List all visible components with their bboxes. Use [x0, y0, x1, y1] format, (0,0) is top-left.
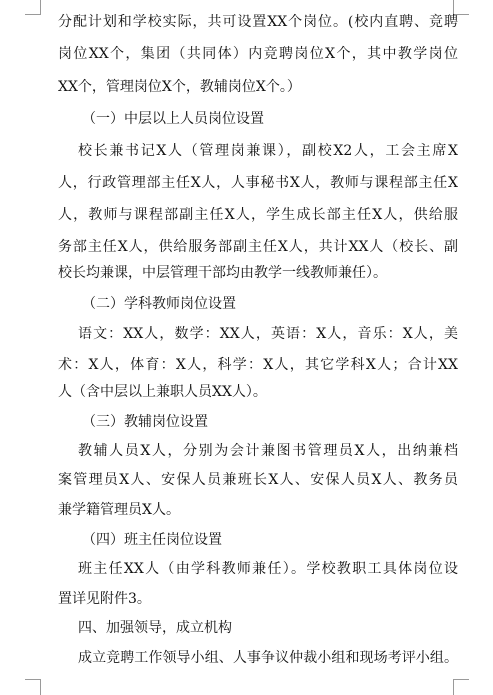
- body-text-line: 成立竞聘工作领导小组、人事争议仲裁小组和现场考评小组。: [78, 650, 458, 666]
- body-text-line: 班主任XX人（由学科教师兼任）。学校教职工具体岗位设: [78, 561, 458, 577]
- crop-mark-top-left-horizontal: [25, 14, 41, 15]
- body-text-line: 人，行政管理部主任X人，人事秘书X人，教师与课程部主任X: [58, 175, 458, 191]
- body-text-line: XX个，管理岗位X个，教辅岗位X个。）: [58, 79, 301, 95]
- body-text-line: 语文：XX人，数学：XX人，英语：X人，音乐：X人，美: [78, 326, 458, 342]
- body-text-line: 术：X人，体育：X人，科学：X人，其它学科X人；合计XX: [58, 357, 458, 373]
- body-text-line: 务部主任X人，供给服务部副主任X人，共计XX人（校长、副: [58, 239, 458, 255]
- section-heading: 四、加强领导，成立机构: [78, 620, 232, 636]
- crop-mark-bottom-left-horizontal: [25, 679, 41, 680]
- section-heading: （三）教辅岗位设置: [82, 414, 208, 430]
- crop-mark-bottom-right-horizontal: [453, 679, 469, 680]
- section-heading: （二）学科教师岗位设置: [82, 296, 236, 312]
- body-text-line: 校长均兼课，中层管理干部均由教学一线教师兼任）。: [58, 265, 387, 281]
- body-text-line: 岗位XX个，集团（共同体）内竞聘岗位X个，其中教学岗位: [58, 46, 458, 62]
- crop-mark-bottom-left-vertical: [40, 679, 41, 695]
- body-text-line: 校长兼书记X人（管理岗兼课），副校X2人，工会主席X: [78, 143, 458, 159]
- body-text-line: 分配计划和学校实际，共可设置XX个岗位。(校内直聘、竞聘: [58, 14, 458, 30]
- crop-mark-top-left-vertical: [40, 0, 41, 14]
- crop-mark-bottom-right-vertical: [453, 679, 454, 695]
- body-text-line: 人，教师与课程部副主任X人，学生成长部主任X人，供给服: [58, 207, 458, 223]
- crop-mark-top-right-vertical: [453, 0, 454, 14]
- body-text-line: 案管理员X人、安保人员兼班长X人、安保人员X人、教务员: [58, 472, 458, 488]
- section-heading: （一）中层以上人员岗位设置: [82, 111, 264, 127]
- body-text-line: 教辅人员X人，分别为会计兼图书管理员X人，出纳兼档: [78, 443, 458, 459]
- body-text-line: 兼学籍管理员X人。: [58, 502, 180, 518]
- body-text-line: 人（含中层以上兼职人员XX人）。: [58, 384, 267, 400]
- section-heading: （四）班主任岗位设置: [82, 532, 222, 548]
- body-text-line: 置详见附件3。: [58, 591, 151, 607]
